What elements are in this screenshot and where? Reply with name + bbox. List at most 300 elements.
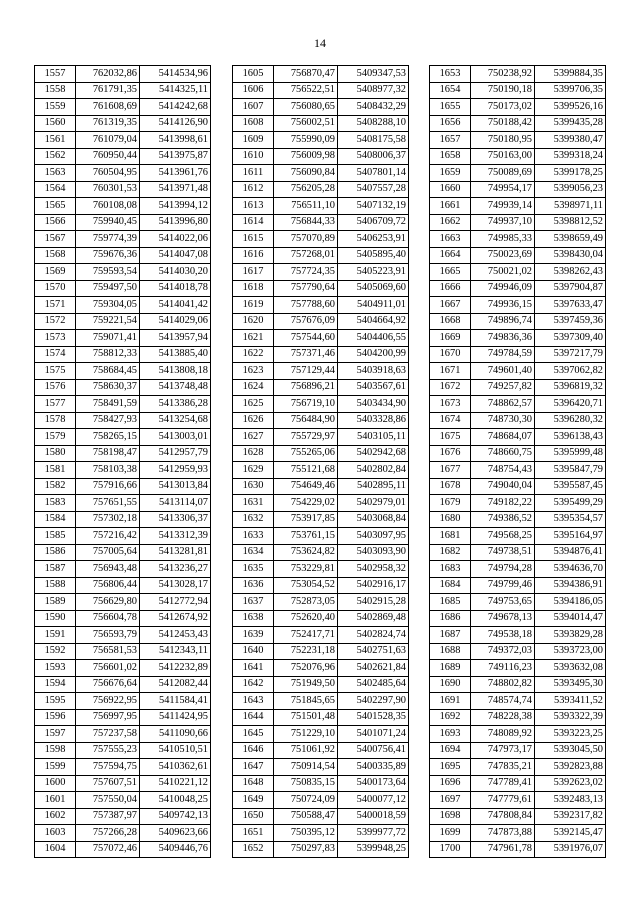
point-number: 1601 — [35, 792, 76, 809]
table-row — [35, 165, 211, 182]
point-number: 1569 — [35, 264, 76, 281]
y-coordinate: 5397459,36 — [535, 313, 606, 330]
y-coordinate: 5412674,92 — [140, 610, 211, 627]
x-coordinate: 749538,18 — [471, 627, 535, 644]
y-coordinate: 5413971,48 — [140, 181, 211, 198]
x-coordinate: 759774,39 — [76, 231, 140, 248]
y-coordinate: 5410362,61 — [140, 759, 211, 776]
point-number: 1607 — [233, 99, 274, 116]
y-coordinate: 5395999,48 — [535, 445, 606, 462]
x-coordinate: 758265,15 — [76, 429, 140, 446]
table-row — [430, 759, 606, 776]
x-coordinate: 748228,38 — [471, 709, 535, 726]
x-coordinate: 759940,45 — [76, 214, 140, 231]
x-coordinate: 750588,47 — [274, 808, 338, 825]
point-number: 1612 — [233, 181, 274, 198]
point-number: 1685 — [430, 594, 471, 611]
y-coordinate: 5414047,08 — [140, 247, 211, 264]
y-coordinate: 5394014,47 — [535, 610, 606, 627]
point-number: 1686 — [430, 610, 471, 627]
x-coordinate: 757072,46 — [76, 841, 140, 858]
point-number: 1687 — [430, 627, 471, 644]
x-coordinate: 750021,02 — [471, 264, 535, 281]
point-number: 1575 — [35, 363, 76, 380]
y-coordinate: 5413957,94 — [140, 330, 211, 347]
x-coordinate: 758630,37 — [76, 379, 140, 396]
x-coordinate: 747808,84 — [471, 808, 535, 825]
point-number: 1563 — [35, 165, 76, 182]
point-number: 1699 — [430, 825, 471, 842]
y-coordinate: 5394186,05 — [535, 594, 606, 611]
point-number: 1640 — [233, 643, 274, 660]
y-coordinate: 5402869,48 — [338, 610, 409, 627]
point-number: 1658 — [430, 148, 471, 165]
y-coordinate: 5396420,71 — [535, 396, 606, 413]
point-number: 1618 — [233, 280, 274, 297]
x-coordinate: 749601,40 — [471, 363, 535, 380]
y-coordinate: 5395587,45 — [535, 478, 606, 495]
point-number: 1595 — [35, 693, 76, 710]
point-number: 1585 — [35, 528, 76, 545]
y-coordinate: 5398971,11 — [535, 198, 606, 215]
table-row — [35, 676, 211, 693]
y-coordinate: 5395164,97 — [535, 528, 606, 545]
x-coordinate: 760950,44 — [76, 148, 140, 165]
point-number: 1598 — [35, 742, 76, 759]
table-row — [35, 495, 211, 512]
table-row — [233, 775, 409, 792]
x-coordinate: 757237,58 — [76, 726, 140, 743]
point-number: 1666 — [430, 280, 471, 297]
point-number: 1676 — [430, 445, 471, 462]
x-coordinate: 750724,09 — [274, 792, 338, 809]
point-number: 1672 — [430, 379, 471, 396]
x-coordinate: 750190,18 — [471, 82, 535, 99]
point-number: 1662 — [430, 214, 471, 231]
y-coordinate: 5410221,12 — [140, 775, 211, 792]
table-row — [233, 412, 409, 429]
point-number: 1560 — [35, 115, 76, 132]
y-coordinate: 5413996,80 — [140, 214, 211, 231]
point-number: 1578 — [35, 412, 76, 429]
y-coordinate: 5392623,02 — [535, 775, 606, 792]
x-coordinate: 747779,61 — [471, 792, 535, 809]
table-row — [35, 313, 211, 330]
point-number: 1700 — [430, 841, 471, 858]
y-coordinate: 5393723,00 — [535, 643, 606, 660]
table-row — [35, 577, 211, 594]
table-row — [430, 462, 606, 479]
x-coordinate: 754649,46 — [274, 478, 338, 495]
y-coordinate: 5398262,43 — [535, 264, 606, 281]
y-coordinate: 5402751,63 — [338, 643, 409, 660]
point-number: 1571 — [35, 297, 76, 314]
y-coordinate: 5402915,28 — [338, 594, 409, 611]
table-row — [233, 495, 409, 512]
table-row — [35, 198, 211, 215]
x-coordinate: 757788,60 — [274, 297, 338, 314]
x-coordinate: 756896,21 — [274, 379, 338, 396]
point-number: 1698 — [430, 808, 471, 825]
y-coordinate: 5413003,01 — [140, 429, 211, 446]
table-row — [430, 709, 606, 726]
table-row — [233, 594, 409, 611]
x-coordinate: 755729,97 — [274, 429, 338, 446]
x-coordinate: 750163,00 — [471, 148, 535, 165]
y-coordinate: 5413386,28 — [140, 396, 211, 413]
point-number: 1689 — [430, 660, 471, 677]
table-row — [233, 808, 409, 825]
x-coordinate: 749116,23 — [471, 660, 535, 677]
point-number: 1649 — [233, 792, 274, 809]
y-coordinate: 5414534,96 — [140, 66, 211, 83]
point-number: 1561 — [35, 132, 76, 149]
table-row — [430, 412, 606, 429]
x-coordinate: 756870,47 — [274, 66, 338, 83]
y-coordinate: 5395354,57 — [535, 511, 606, 528]
table-row — [430, 148, 606, 165]
table-row — [430, 231, 606, 248]
x-coordinate: 756997,95 — [76, 709, 140, 726]
x-coordinate: 761319,35 — [76, 115, 140, 132]
table-row — [233, 429, 409, 446]
x-coordinate: 760301,53 — [76, 181, 140, 198]
point-number: 1617 — [233, 264, 274, 281]
point-number: 1653 — [430, 66, 471, 83]
y-coordinate: 5395847,79 — [535, 462, 606, 479]
table-row — [35, 346, 211, 363]
y-coordinate: 5394636,70 — [535, 561, 606, 578]
x-coordinate: 757594,75 — [76, 759, 140, 776]
y-coordinate: 5403567,61 — [338, 379, 409, 396]
point-number: 1660 — [430, 181, 471, 198]
y-coordinate: 5402802,84 — [338, 462, 409, 479]
table-row — [35, 363, 211, 380]
x-coordinate: 749799,46 — [471, 577, 535, 594]
point-number: 1695 — [430, 759, 471, 776]
table-row — [233, 759, 409, 776]
x-coordinate: 757387,97 — [76, 808, 140, 825]
x-coordinate: 757724,35 — [274, 264, 338, 281]
y-coordinate: 5406709,72 — [338, 214, 409, 231]
x-coordinate: 756090,84 — [274, 165, 338, 182]
y-coordinate: 5403097,95 — [338, 528, 409, 545]
y-coordinate: 5395499,29 — [535, 495, 606, 512]
point-number: 1645 — [233, 726, 274, 743]
point-number: 1657 — [430, 132, 471, 149]
point-number: 1665 — [430, 264, 471, 281]
y-coordinate: 5396138,43 — [535, 429, 606, 446]
y-coordinate: 5402916,17 — [338, 577, 409, 594]
table-row — [233, 445, 409, 462]
table-row — [35, 561, 211, 578]
point-number: 1608 — [233, 115, 274, 132]
y-coordinate: 5409742,13 — [140, 808, 211, 825]
y-coordinate: 5409347,53 — [338, 66, 409, 83]
table-row — [430, 561, 606, 578]
point-number: 1697 — [430, 792, 471, 809]
point-number: 1602 — [35, 808, 76, 825]
point-number: 1605 — [233, 66, 274, 83]
x-coordinate: 750395,12 — [274, 825, 338, 842]
x-coordinate: 750238,92 — [471, 66, 535, 83]
table-row — [35, 396, 211, 413]
y-coordinate: 5408977,32 — [338, 82, 409, 99]
table-row — [430, 495, 606, 512]
y-coordinate: 5408432,29 — [338, 99, 409, 116]
x-coordinate: 749753,65 — [471, 594, 535, 611]
y-coordinate: 5405895,40 — [338, 247, 409, 264]
table-row — [35, 660, 211, 677]
table-row — [430, 66, 606, 83]
y-coordinate: 5400077,12 — [338, 792, 409, 809]
point-number: 1690 — [430, 676, 471, 693]
point-number: 1638 — [233, 610, 274, 627]
x-coordinate: 749896,74 — [471, 313, 535, 330]
x-coordinate: 751501,48 — [274, 709, 338, 726]
x-coordinate: 756080,65 — [274, 99, 338, 116]
x-coordinate: 748730,30 — [471, 412, 535, 429]
point-number: 1576 — [35, 379, 76, 396]
x-coordinate: 749954,17 — [471, 181, 535, 198]
table-row — [35, 115, 211, 132]
y-coordinate: 5413114,07 — [140, 495, 211, 512]
table-row — [430, 313, 606, 330]
x-coordinate: 753917,85 — [274, 511, 338, 528]
table-row — [35, 544, 211, 561]
table-row — [35, 82, 211, 99]
y-coordinate: 5410048,25 — [140, 792, 211, 809]
table-row — [35, 709, 211, 726]
table-row — [35, 132, 211, 149]
x-coordinate: 747873,88 — [471, 825, 535, 842]
y-coordinate: 5400173,64 — [338, 775, 409, 792]
x-coordinate: 757268,01 — [274, 247, 338, 264]
point-number: 1580 — [35, 445, 76, 462]
x-coordinate: 757266,28 — [76, 825, 140, 842]
y-coordinate: 5413312,39 — [140, 528, 211, 545]
x-coordinate: 757070,89 — [274, 231, 338, 248]
table-row — [233, 742, 409, 759]
y-coordinate: 5409623,66 — [140, 825, 211, 842]
x-coordinate: 759221,54 — [76, 313, 140, 330]
x-coordinate: 758427,93 — [76, 412, 140, 429]
y-coordinate: 5413306,37 — [140, 511, 211, 528]
point-number: 1619 — [233, 297, 274, 314]
x-coordinate: 749257,82 — [471, 379, 535, 396]
x-coordinate: 756604,78 — [76, 610, 140, 627]
table-row — [233, 247, 409, 264]
point-number: 1651 — [233, 825, 274, 842]
y-coordinate: 5410510,51 — [140, 742, 211, 759]
table-row — [430, 247, 606, 264]
point-number: 1655 — [430, 99, 471, 116]
point-number: 1637 — [233, 594, 274, 611]
table-row — [35, 627, 211, 644]
x-coordinate: 750297,83 — [274, 841, 338, 858]
y-coordinate: 5403068,84 — [338, 511, 409, 528]
point-number: 1591 — [35, 627, 76, 644]
y-coordinate: 5404200,99 — [338, 346, 409, 363]
y-coordinate: 5399380,47 — [535, 132, 606, 149]
table-row — [430, 825, 606, 842]
point-number: 1559 — [35, 99, 76, 116]
y-coordinate: 5405069,60 — [338, 280, 409, 297]
point-number: 1630 — [233, 478, 274, 495]
y-coordinate: 5413013,84 — [140, 478, 211, 495]
table-row — [35, 214, 211, 231]
y-coordinate: 5401528,35 — [338, 709, 409, 726]
x-coordinate: 749568,25 — [471, 528, 535, 545]
table-row — [430, 808, 606, 825]
table-row — [430, 577, 606, 594]
x-coordinate: 759497,50 — [76, 280, 140, 297]
x-coordinate: 752231,18 — [274, 643, 338, 660]
x-coordinate: 760504,95 — [76, 165, 140, 182]
x-coordinate: 749985,33 — [471, 231, 535, 248]
y-coordinate: 5404911,01 — [338, 297, 409, 314]
table-row — [35, 825, 211, 842]
table-row — [35, 297, 211, 314]
point-number: 1604 — [35, 841, 76, 858]
point-number: 1654 — [430, 82, 471, 99]
point-number: 1675 — [430, 429, 471, 446]
point-number: 1626 — [233, 412, 274, 429]
table-row — [35, 247, 211, 264]
y-coordinate: 5403434,90 — [338, 396, 409, 413]
x-coordinate: 750089,69 — [471, 165, 535, 182]
table-row — [35, 330, 211, 347]
table-row — [35, 610, 211, 627]
y-coordinate: 5399435,28 — [535, 115, 606, 132]
y-coordinate: 5397633,47 — [535, 297, 606, 314]
y-coordinate: 5413998,61 — [140, 132, 211, 149]
point-number: 1603 — [35, 825, 76, 842]
point-number: 1652 — [233, 841, 274, 858]
point-number: 1671 — [430, 363, 471, 380]
table-row — [35, 231, 211, 248]
point-number: 1582 — [35, 478, 76, 495]
point-number: 1592 — [35, 643, 76, 660]
point-number: 1659 — [430, 165, 471, 182]
y-coordinate: 5399948,25 — [338, 841, 409, 858]
y-coordinate: 5393411,52 — [535, 693, 606, 710]
x-coordinate: 759304,05 — [76, 297, 140, 314]
y-coordinate: 5402942,68 — [338, 445, 409, 462]
x-coordinate: 761608,69 — [76, 99, 140, 116]
point-number: 1620 — [233, 313, 274, 330]
table-row — [35, 528, 211, 545]
table-row — [233, 132, 409, 149]
x-coordinate: 757371,46 — [274, 346, 338, 363]
y-coordinate: 5414022,06 — [140, 231, 211, 248]
point-number: 1677 — [430, 462, 471, 479]
table-row — [233, 231, 409, 248]
table-row — [233, 396, 409, 413]
x-coordinate: 756629,80 — [76, 594, 140, 611]
x-coordinate: 750835,15 — [274, 775, 338, 792]
table-row — [233, 165, 409, 182]
point-number: 1606 — [233, 82, 274, 99]
point-number: 1564 — [35, 181, 76, 198]
table-row — [233, 693, 409, 710]
y-coordinate: 5413236,27 — [140, 561, 211, 578]
point-number: 1590 — [35, 610, 76, 627]
table-row — [233, 330, 409, 347]
x-coordinate: 752417,71 — [274, 627, 338, 644]
point-number: 1558 — [35, 82, 76, 99]
y-coordinate: 5407557,28 — [338, 181, 409, 198]
table-row — [35, 759, 211, 776]
point-number: 1596 — [35, 709, 76, 726]
x-coordinate: 753229,81 — [274, 561, 338, 578]
x-coordinate: 751229,10 — [274, 726, 338, 743]
y-coordinate: 5399884,35 — [535, 66, 606, 83]
x-coordinate: 750023,69 — [471, 247, 535, 264]
y-coordinate: 5402297,90 — [338, 693, 409, 710]
y-coordinate: 5413994,12 — [140, 198, 211, 215]
y-coordinate: 5414126,90 — [140, 115, 211, 132]
point-number: 1557 — [35, 66, 76, 83]
y-coordinate: 5403328,86 — [338, 412, 409, 429]
table-row — [430, 445, 606, 462]
point-number: 1688 — [430, 643, 471, 660]
table-row — [233, 346, 409, 363]
y-coordinate: 5414018,78 — [140, 280, 211, 297]
point-number: 1562 — [35, 148, 76, 165]
table-row — [233, 99, 409, 116]
point-number: 1661 — [430, 198, 471, 215]
point-number: 1668 — [430, 313, 471, 330]
table-row — [430, 198, 606, 215]
x-coordinate: 758684,45 — [76, 363, 140, 380]
x-coordinate: 753054,52 — [274, 577, 338, 594]
table-row — [233, 66, 409, 83]
table-row — [35, 429, 211, 446]
point-number: 1631 — [233, 495, 274, 512]
table-row — [35, 478, 211, 495]
y-coordinate: 5392823,88 — [535, 759, 606, 776]
table-row — [35, 264, 211, 281]
y-coordinate: 5396280,32 — [535, 412, 606, 429]
x-coordinate: 748574,74 — [471, 693, 535, 710]
y-coordinate: 5407132,19 — [338, 198, 409, 215]
table-row — [430, 132, 606, 149]
point-number: 1679 — [430, 495, 471, 512]
table-row — [233, 379, 409, 396]
table-row — [35, 412, 211, 429]
point-number: 1594 — [35, 676, 76, 693]
table-row — [430, 775, 606, 792]
table-row — [233, 643, 409, 660]
table-row — [35, 643, 211, 660]
x-coordinate: 747973,17 — [471, 742, 535, 759]
table-row — [430, 742, 606, 759]
point-number: 1577 — [35, 396, 76, 413]
point-number: 1634 — [233, 544, 274, 561]
x-coordinate: 757550,04 — [76, 792, 140, 809]
x-coordinate: 757676,09 — [274, 313, 338, 330]
table-row — [233, 462, 409, 479]
table-row — [35, 280, 211, 297]
x-coordinate: 749182,22 — [471, 495, 535, 512]
point-number: 1639 — [233, 627, 274, 644]
y-coordinate: 5399706,35 — [535, 82, 606, 99]
x-coordinate: 749738,51 — [471, 544, 535, 561]
point-number: 1587 — [35, 561, 76, 578]
table-row — [430, 346, 606, 363]
x-coordinate: 762032,86 — [76, 66, 140, 83]
